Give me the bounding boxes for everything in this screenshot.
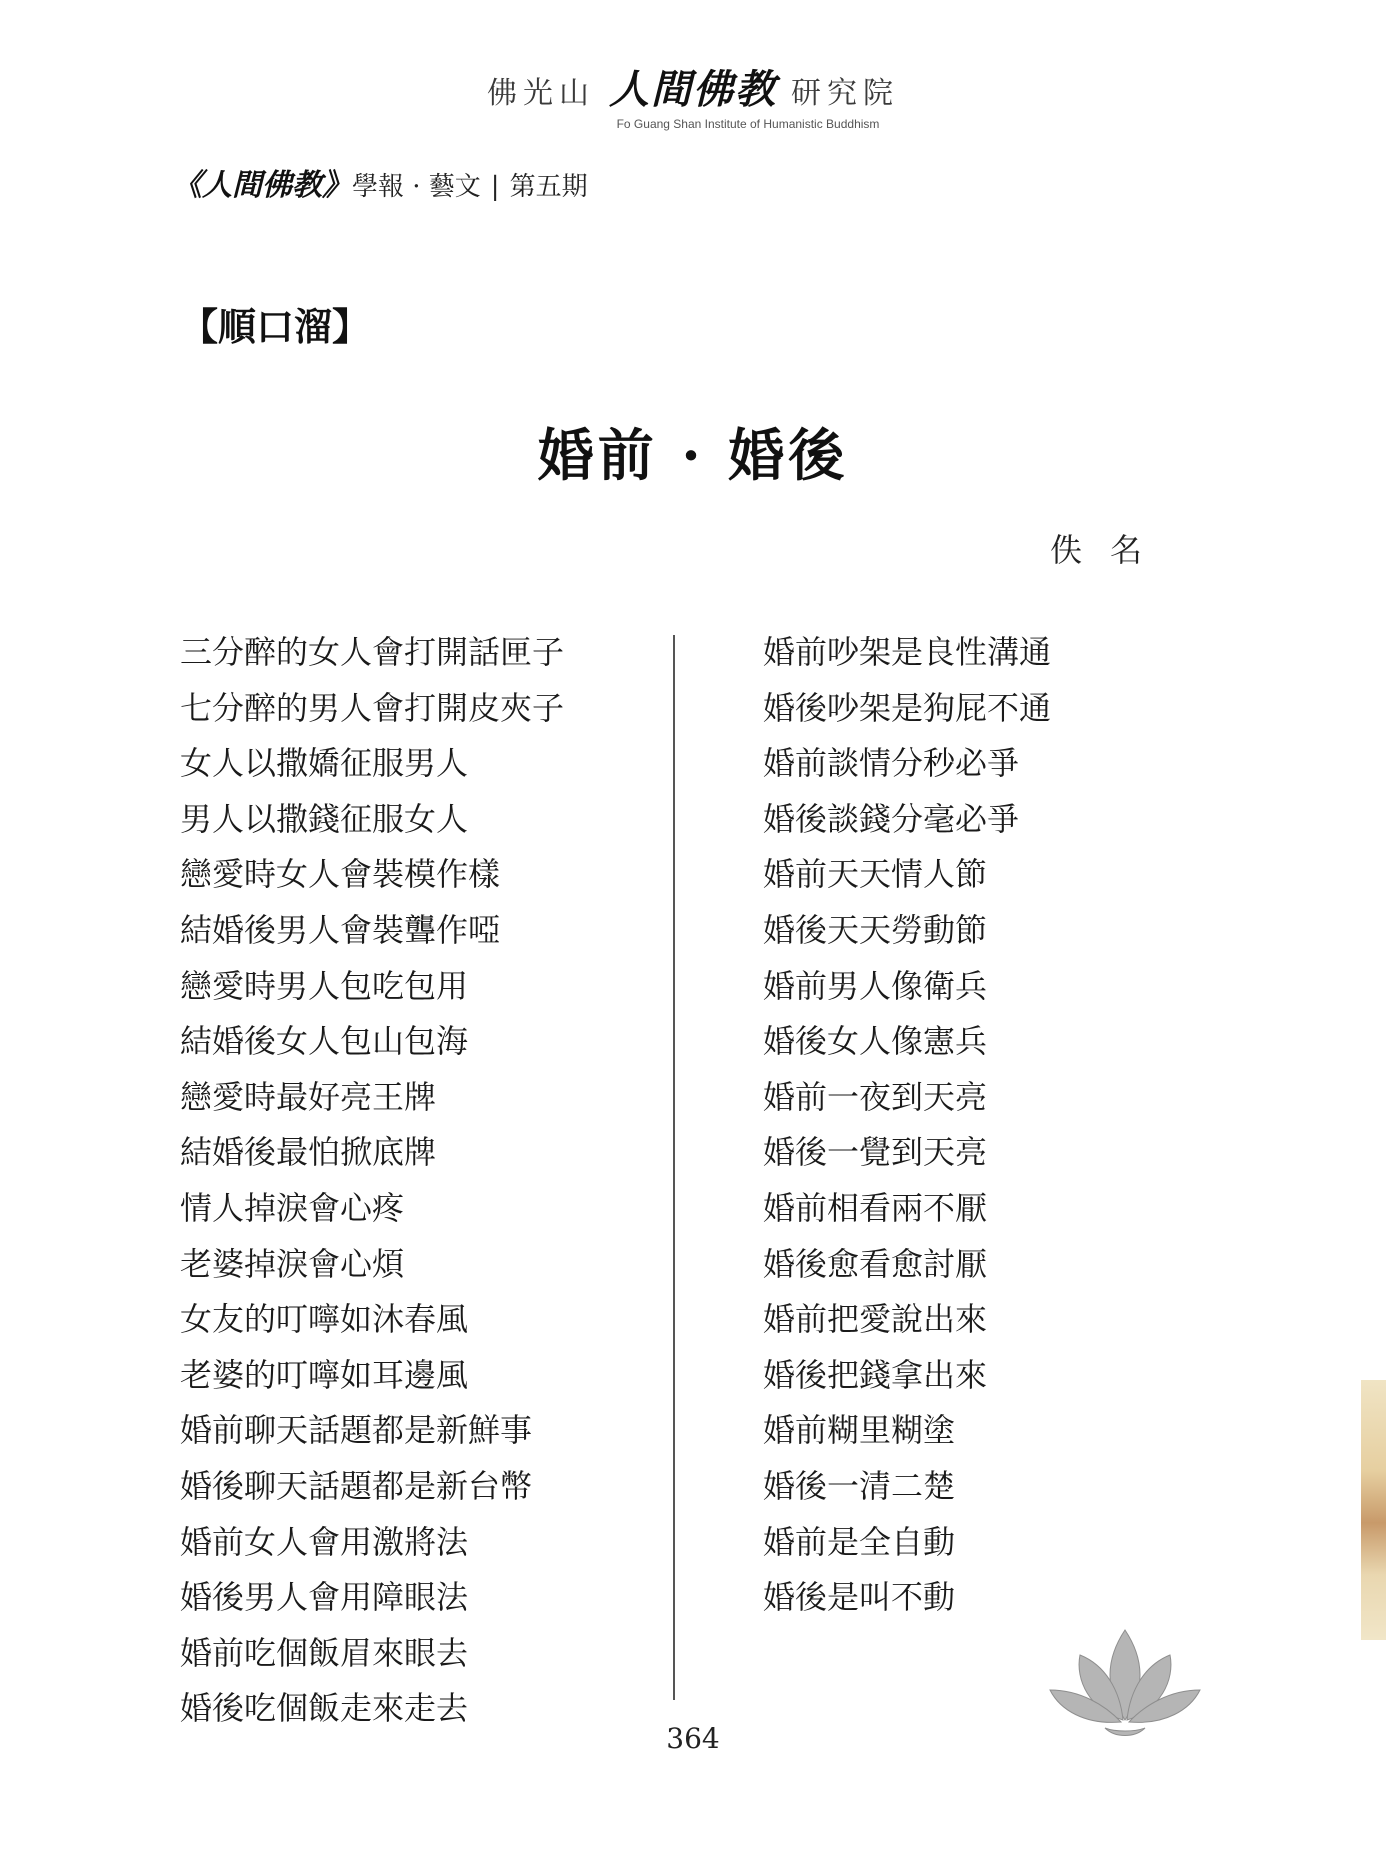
- verse-line: 婚後吃個飯走來走去: [180, 1689, 469, 1728]
- verse-line: 女友的叮嚀如沐春風: [180, 1300, 469, 1339]
- verse-line: 結婚後最怕掀底牌: [180, 1133, 437, 1172]
- institute-logo: 人間佛教: [609, 66, 777, 113]
- journal-separator: |: [490, 172, 500, 202]
- verse-line: 七分醉的男人會打開皮夾子: [180, 688, 565, 727]
- verse-line: 婚後愈看愈討厭: [763, 1244, 988, 1283]
- verse-line: 婚前把愛說出來: [763, 1300, 988, 1339]
- verse-line: 婚後一清二楚: [763, 1466, 956, 1505]
- edge-painting-strip: [1361, 1380, 1386, 1640]
- page-header: [0, 58, 1386, 131]
- verse-line: 婚後聊天話題都是新台幣: [180, 1466, 533, 1505]
- right-verse-column: [763, 625, 1051, 1626]
- column-divider: [673, 635, 675, 1700]
- institute-english-name: Fo Guang Shan Institute of Humanistic Buddhism: [616, 117, 880, 131]
- verse-line: 婚前天天情人節: [763, 855, 988, 894]
- journal-logo: 《人間佛教》: [172, 168, 352, 203]
- verse-line: 三分醉的女人會打開話匣子: [180, 633, 565, 671]
- verse-line: 婚後談錢分毫必爭: [763, 799, 1020, 838]
- verse-line: 婚前聊天話題都是新鮮事: [180, 1411, 533, 1450]
- verse-line: 結婚後男人會裝聾作啞: [180, 910, 501, 949]
- institute-name: [487, 58, 899, 115]
- institute-prefix: 佛光山: [487, 76, 595, 111]
- verse-line: 婚後是叫不動: [763, 1578, 956, 1617]
- verse-line: 婚前吃個飯眉來眼去: [180, 1633, 469, 1672]
- verse-line: 婚前一夜到天亮: [763, 1077, 988, 1116]
- verse-line: 婚後男人會用障眼法: [180, 1578, 469, 1617]
- verse-line: 婚後女人像憲兵: [763, 1022, 988, 1061]
- verse-line: 戀愛時男人包吃包用: [180, 966, 469, 1005]
- article-title: 婚前 · 婚後: [537, 423, 849, 489]
- journal-name: 學報 · 藝文: [352, 172, 481, 202]
- verse-line: 婚後天天勞動節: [763, 910, 988, 949]
- section-tag: 【順口溜】: [180, 304, 371, 349]
- verse-line: 戀愛時最好亮王牌: [180, 1077, 437, 1116]
- author: 佚名: [1050, 531, 1171, 569]
- verse-line: 老婆的叮嚀如耳邊風: [180, 1355, 469, 1394]
- institute-suffix: 研究院: [791, 76, 899, 111]
- verse-line: 婚前相看兩不厭: [763, 1188, 988, 1227]
- left-verse-column: [180, 625, 564, 1737]
- page-number: 364: [666, 1722, 720, 1755]
- journal-issue: 第五期: [509, 172, 588, 202]
- verse-line: 婚前吵架是良性溝通: [763, 633, 1052, 671]
- verse-line: 婚前糊里糊塗: [763, 1411, 956, 1450]
- verse-line: 女人以撒嬌征服男人: [180, 744, 469, 783]
- verse-line: 老婆掉淚會心煩: [180, 1244, 405, 1283]
- verse-line: 婚前是全自動: [763, 1522, 956, 1561]
- verse-line: 情人掉淚會心疼: [180, 1188, 405, 1227]
- verse-line: 婚後吵架是狗屁不通: [763, 688, 1052, 727]
- verse-line: 婚前談情分秒必爭: [763, 744, 1020, 783]
- verse-line: 結婚後女人包山包海: [180, 1022, 469, 1061]
- verse-line: 戀愛時女人會裝模作樣: [180, 855, 501, 894]
- verse-line: 婚前女人會用激將法: [180, 1522, 469, 1561]
- journal-running-head: [172, 160, 588, 204]
- verse-line: 婚後把錢拿出來: [763, 1355, 988, 1394]
- verse-line: 婚前男人像衛兵: [763, 966, 988, 1005]
- verse-line: 婚後一覺到天亮: [763, 1133, 988, 1172]
- verse-line: 男人以撒錢征服女人: [180, 799, 469, 838]
